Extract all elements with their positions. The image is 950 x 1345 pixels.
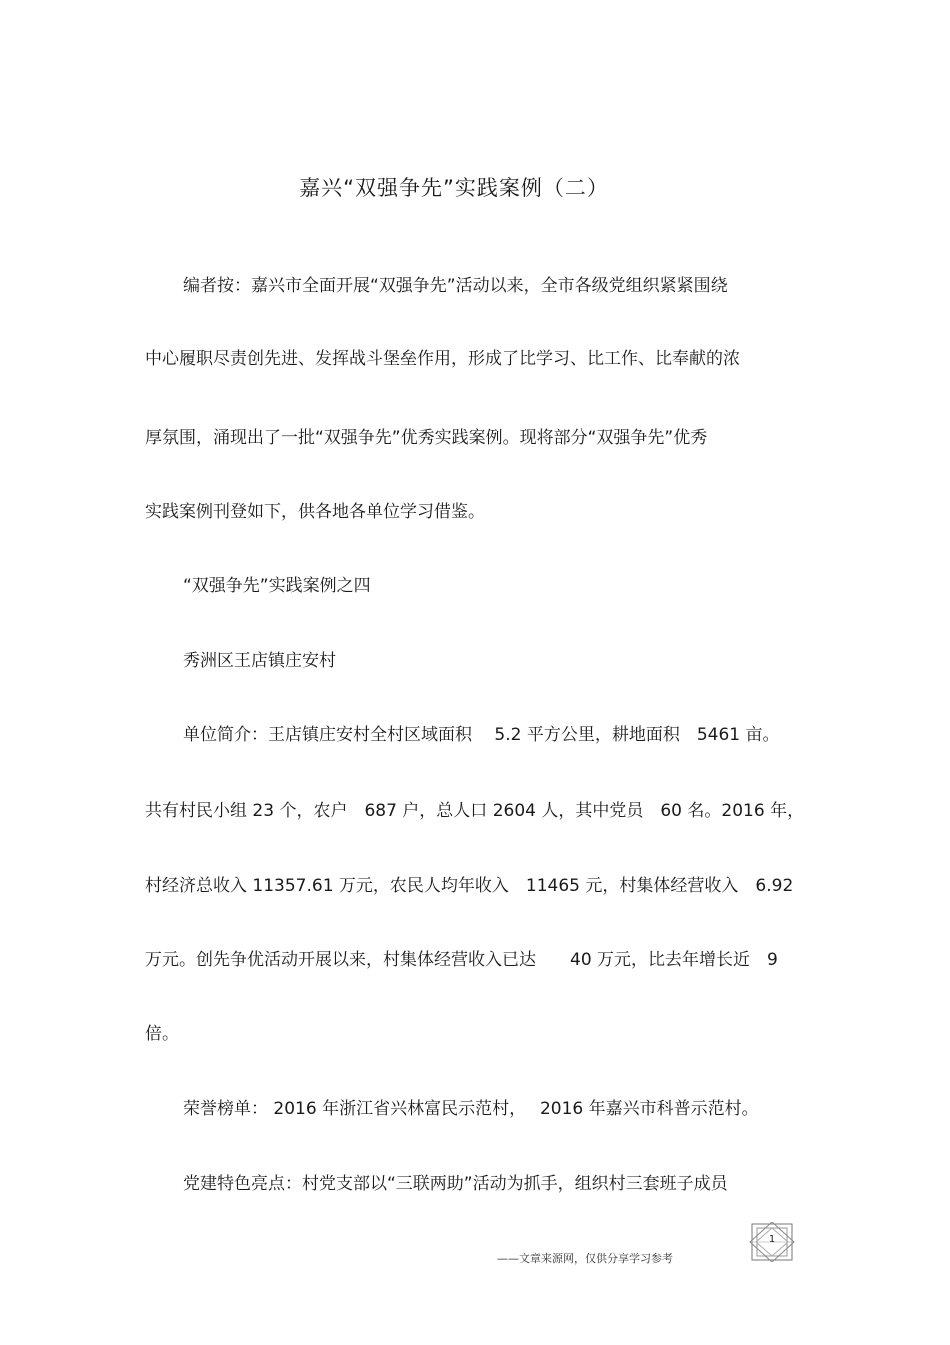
paragraph-line: 中心履职尽责创先进、发挥战斗堡垒作用，形成了比学习、比工作、比奉献的浓 <box>145 349 740 369</box>
highlights-line: 党建特色亮点：村党支部以“三联两助”活动为抓手，组织村三套班子成员 <box>183 1174 728 1194</box>
paragraph-line: 倍。 <box>145 1024 179 1044</box>
paragraph-line: 共有村民小组 23 个，农户 687 户，总人口 2604 人，其中党员 60 名。2016 年， <box>145 801 805 821</box>
honors-line: 荣誉榜单： 2016 年浙江省兴林富民示范村， 2016 年嘉兴市科普示范村。 <box>183 1099 759 1119</box>
paragraph-line: 村经济总收入 11357.61 万元，农民人均年收入 11465 元，村集体经营收入 6.92 <box>145 876 794 896</box>
paragraph-line: 厚氛围，涌现出了一批“双强争先”优秀实践案例。现将部分“双强争先”优秀 <box>145 428 708 448</box>
paragraph-line: 万元。创先争优活动开展以来，村集体经营收入已达 40 万元，比去年增长近 9 <box>145 950 778 970</box>
page-number-badge <box>748 1222 796 1262</box>
case-heading: “双强争先”实践案例之四 <box>183 576 371 596</box>
paragraph-line: 编者按：嘉兴市全面开展“双强争先”活动以来，全市各级党组织紧紧围绕 <box>183 276 728 296</box>
page-number: 1 <box>768 1234 776 1245</box>
paragraph-line: 单位简介：王店镇庄安村全村区域面积 5.2 平方公里，耕地面积 5461 亩。 <box>183 725 780 745</box>
unit-name: 秀洲区王店镇庄安村 <box>183 651 336 671</box>
paragraph-line: 实践案例刊登如下，供各地各单位学习借鉴。 <box>145 502 485 522</box>
footer-source-note: ——文章来源网，仅供分享学习参考 <box>497 1252 673 1265</box>
page-title: 嘉兴“双强争先”实践案例（二） <box>299 176 609 200</box>
